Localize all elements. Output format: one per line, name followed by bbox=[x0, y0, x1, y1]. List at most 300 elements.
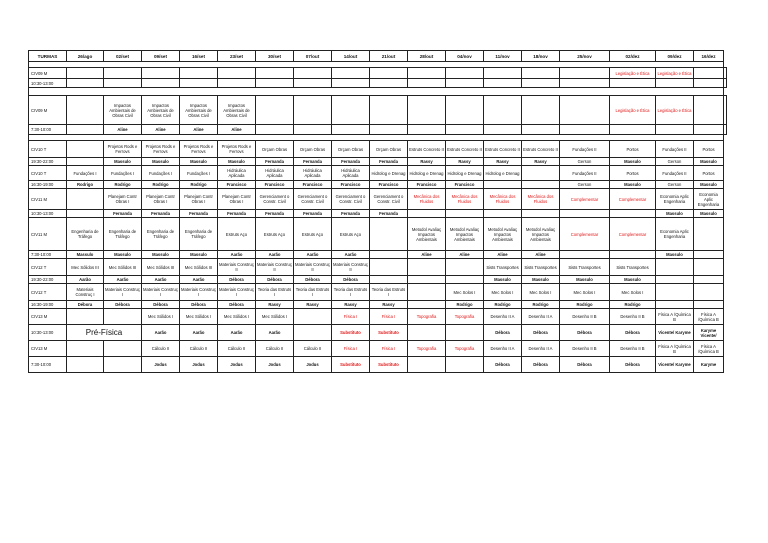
schedule-cell: Estruts Concreto II bbox=[522, 141, 560, 158]
schedule-cell bbox=[408, 357, 446, 373]
schedule-cell: Materiais Construç I bbox=[67, 284, 104, 301]
schedule-cell: Complementar bbox=[610, 189, 656, 210]
schedule-cell: Planejam Contr Obras I bbox=[142, 189, 180, 210]
table-row bbox=[29, 276, 727, 284]
schedule-cell: Mec Sólidos I bbox=[142, 309, 180, 325]
table-row bbox=[29, 309, 727, 325]
schedule-cell bbox=[180, 68, 218, 79]
schedule-cell bbox=[694, 284, 724, 301]
schedule-cell bbox=[294, 309, 332, 325]
schedule-cell bbox=[694, 96, 724, 125]
schedule-cell bbox=[67, 68, 104, 79]
schedule-cell: Planejam Contr Obras I bbox=[104, 189, 142, 210]
schedule-cell: Hidráulica Aplicada bbox=[256, 166, 294, 181]
schedule-cell: Rodrigo bbox=[522, 301, 560, 309]
schedule-cell bbox=[522, 125, 560, 135]
schedule-cell: Gerson bbox=[656, 181, 694, 189]
schedule-cell bbox=[218, 79, 256, 88]
schedule-cell: Estruts Concreto II bbox=[484, 141, 522, 158]
schedule-cell: Débora bbox=[560, 357, 610, 373]
date-header: 21/out bbox=[370, 51, 408, 62]
schedule-cell: Aarão bbox=[180, 276, 218, 284]
schedule-cell bbox=[484, 96, 522, 125]
table-row bbox=[29, 301, 727, 309]
schedule-cell bbox=[370, 218, 408, 251]
schedule-cell bbox=[104, 79, 142, 88]
schedule-cell: Impactos Ambientais de Obras Civil bbox=[142, 96, 180, 125]
schedule-cell: Impactos Ambientais de Obras Civil bbox=[180, 96, 218, 125]
schedule-cell: Cálculo II bbox=[218, 341, 256, 357]
schedule-cell bbox=[724, 68, 727, 79]
schedule-cell bbox=[256, 125, 294, 135]
schedule-cell: Gerenciament o Constr. Civil bbox=[256, 189, 294, 210]
turmas-header: TURMAS bbox=[29, 51, 67, 62]
schedule-cell: Física I bbox=[332, 309, 370, 325]
schedule-cell bbox=[67, 309, 104, 325]
schedule-cell: Estruts Concreto II bbox=[446, 141, 484, 158]
class-label-cell bbox=[29, 88, 724, 96]
schedule-cell bbox=[67, 125, 104, 135]
schedule-cell: Complementar bbox=[560, 189, 610, 210]
schedule-cell: Débora bbox=[218, 301, 256, 309]
schedule-cell: Rodrigo bbox=[180, 181, 218, 189]
schedule-cell: Débora bbox=[256, 276, 294, 284]
schedule-cell bbox=[218, 68, 256, 79]
schedule-cell: Rodrigo bbox=[104, 181, 142, 189]
schedule-cell: Rodrigo bbox=[67, 181, 104, 189]
schedule-cell bbox=[560, 96, 610, 125]
schedule-cell: Topografia bbox=[408, 341, 446, 357]
schedule-cell bbox=[180, 79, 218, 88]
schedule-cell: Rassy bbox=[446, 158, 484, 166]
schedule-cell: Materiais Construç I bbox=[104, 284, 142, 301]
schedule-cell: Aarão bbox=[332, 251, 370, 259]
schedule-cell: Estruts Aço bbox=[332, 218, 370, 251]
schedule-cell bbox=[256, 68, 294, 79]
schedule-cell: Rodrigo bbox=[484, 301, 522, 309]
schedule-cell: Hidráulica Aplicada bbox=[294, 166, 332, 181]
schedule-cell: Economia Aplic Engenharia bbox=[656, 189, 694, 210]
schedule-cell bbox=[104, 309, 142, 325]
schedule-cell: Rassy bbox=[370, 301, 408, 309]
schedule-cell: Economia Aplic Engenharia bbox=[694, 189, 724, 210]
schedule-cell bbox=[522, 210, 560, 218]
schedule-cell bbox=[67, 357, 104, 373]
date-header: 26/ago bbox=[67, 51, 104, 62]
schedule-cell: Débora bbox=[522, 325, 560, 341]
schedule-cell: Gerenciament o Constr. Civil bbox=[294, 189, 332, 210]
schedule-cell: Física A /Química B bbox=[694, 341, 724, 357]
schedule-cell: Francisco bbox=[256, 181, 294, 189]
schedule-cell: Aarão bbox=[142, 276, 180, 284]
schedule-cell: Sists Transportes bbox=[560, 259, 610, 276]
schedule-cell: Portos bbox=[610, 166, 656, 181]
table-row bbox=[29, 68, 727, 79]
schedule-cell: Débora bbox=[218, 276, 256, 284]
schedule-cell bbox=[256, 96, 294, 125]
schedule-cell bbox=[332, 96, 370, 125]
schedule-cell bbox=[370, 68, 408, 79]
schedule-cell: Cálculo II bbox=[256, 341, 294, 357]
class-label-cell: CIV11 M bbox=[29, 189, 67, 210]
schedule-cell: Fernanda bbox=[332, 210, 370, 218]
schedule-cell bbox=[294, 96, 332, 125]
schedule-cell: Massulo bbox=[218, 158, 256, 166]
schedule-cell: Rassy bbox=[332, 301, 370, 309]
schedule-cell bbox=[694, 259, 724, 276]
schedule-cell: Complementar bbox=[610, 218, 656, 251]
schedule-cell: Impactos Ambientais de Obras Civil bbox=[218, 96, 256, 125]
schedule-cell bbox=[408, 68, 446, 79]
schedule-cell: Teoria das Estruts I bbox=[294, 284, 332, 301]
schedule-cell: Projetos Rods e Ferrovs bbox=[218, 141, 256, 158]
schedule-cell bbox=[484, 68, 522, 79]
schedule-cell bbox=[610, 210, 656, 218]
schedule-cell: Física I bbox=[370, 309, 408, 325]
schedule-cell: Hidrolog e Drenag bbox=[446, 166, 484, 181]
schedule-cell: Física I bbox=[370, 341, 408, 357]
schedule-cell bbox=[522, 79, 560, 88]
schedule-cell: Cálculo II bbox=[294, 341, 332, 357]
schedule-cell: Francisco bbox=[218, 181, 256, 189]
schedule-cell: Legislação e Ética bbox=[656, 96, 694, 125]
schedule-cell: Aarão bbox=[67, 276, 104, 284]
schedule-cell bbox=[446, 96, 484, 125]
schedule-cell: Vicente/ Karyme bbox=[656, 325, 694, 341]
schedule-cell: Metodol Avaliaç Impactos Ambientais bbox=[408, 218, 446, 251]
schedule-cell: Portos bbox=[610, 141, 656, 158]
date-header: 18/nov bbox=[522, 51, 560, 62]
schedule-cell: Fernanda bbox=[332, 158, 370, 166]
schedule-cell: Massulo bbox=[694, 158, 724, 166]
schedule-cell bbox=[67, 79, 104, 88]
class-label-cell: 10:30-13:00 bbox=[29, 79, 67, 88]
schedule-cell: Aarão bbox=[180, 325, 218, 341]
class-label-cell: 7:30-10:00 bbox=[29, 357, 67, 373]
schedule-cell bbox=[446, 68, 484, 79]
schedule-cell: Planejam Contr Obras I bbox=[218, 189, 256, 210]
schedule-cell: Aline bbox=[484, 251, 522, 259]
schedule-cell bbox=[408, 276, 446, 284]
schedule-cell: Massulo bbox=[67, 251, 104, 259]
schedule-cell: Metodol Avaliaç Impactos Ambientais bbox=[446, 218, 484, 251]
schedule-cell bbox=[332, 79, 370, 88]
schedule-cell bbox=[484, 181, 522, 189]
schedule-cell: Topografia bbox=[446, 341, 484, 357]
schedule-cell: Mec Solos I bbox=[484, 284, 522, 301]
schedule-cell: Engenharia de Tráfego bbox=[142, 218, 180, 251]
schedule-cell: Aline bbox=[408, 251, 446, 259]
date-header: 16/set bbox=[180, 51, 218, 62]
class-label-cell: 19:30-22:00 bbox=[29, 276, 67, 284]
date-header: 25/nov bbox=[560, 51, 610, 62]
schedule-cell: Projetos Rods e Ferrovs bbox=[104, 141, 142, 158]
schedule-cell bbox=[446, 276, 484, 284]
schedule-cell bbox=[370, 96, 408, 125]
schedule-cell: Débora bbox=[67, 301, 104, 309]
schedule-cell bbox=[408, 284, 446, 301]
schedule-cell: Estruts Concreto II bbox=[408, 141, 446, 158]
schedule-cell: Sists Transportes bbox=[522, 259, 560, 276]
schedule-cell: Mec Solos I bbox=[446, 284, 484, 301]
schedule-cell: Metodol Avaliaç Impactos Ambientais bbox=[522, 218, 560, 251]
schedule-cell bbox=[560, 210, 610, 218]
table-row bbox=[29, 341, 727, 357]
schedule-cell bbox=[294, 125, 332, 135]
schedule-cell: Aarão bbox=[294, 251, 332, 259]
schedule-cell: Mec Sólidos III bbox=[67, 259, 104, 276]
schedule-cell: Sists Transportes bbox=[610, 259, 656, 276]
date-header: 23/set bbox=[218, 51, 256, 62]
schedule-cell: Hidrolog e Drenag bbox=[370, 166, 408, 181]
table-row bbox=[29, 259, 727, 276]
date-header: 04/nov bbox=[446, 51, 484, 62]
schedule-cell: Rassy bbox=[294, 301, 332, 309]
schedule-cell: Fernanda bbox=[370, 210, 408, 218]
schedule-cell: Materiais Construç II bbox=[218, 259, 256, 276]
schedule-cell: Vicente/ Karyme bbox=[656, 357, 694, 373]
date-header: 09/set bbox=[142, 51, 180, 62]
schedule-cell: Rassy bbox=[522, 158, 560, 166]
schedule-cell: Rodrigo bbox=[446, 301, 484, 309]
table-row bbox=[29, 88, 727, 96]
schedule-cell: Massulo bbox=[104, 251, 142, 259]
schedule-cell: Teoria das Estruts I bbox=[370, 284, 408, 301]
schedule-cell bbox=[694, 79, 724, 88]
schedule-cell: Estruts Aço bbox=[294, 218, 332, 251]
schedule-cell bbox=[256, 79, 294, 88]
schedule-cell: Aline bbox=[180, 125, 218, 135]
schedule-cell: Massulo bbox=[142, 251, 180, 259]
date-header: 02/set bbox=[104, 51, 142, 62]
schedule-cell: Legislação e Ética bbox=[610, 68, 656, 79]
date-header: 30/set bbox=[256, 51, 294, 62]
schedule-cell bbox=[610, 125, 656, 135]
schedule-cell: Fundações I bbox=[104, 166, 142, 181]
schedule-cell: Desenho II B bbox=[610, 309, 656, 325]
schedule-cell: Gerenciament o Constr. Civil bbox=[370, 189, 408, 210]
schedule-cell bbox=[142, 79, 180, 88]
table-row bbox=[29, 210, 727, 218]
schedule-cell: Mecânica dos Fluidos bbox=[484, 189, 522, 210]
date-header: 09/dez bbox=[656, 51, 694, 62]
schedule-cell: Fundações II bbox=[656, 166, 694, 181]
schedule-cell: Karyme Vicente/ bbox=[694, 325, 724, 341]
schedule-cell: Massulo bbox=[560, 276, 610, 284]
schedule-cell: Fernanda bbox=[370, 158, 408, 166]
schedule-cell: Massulo bbox=[656, 210, 694, 218]
schedule-cell bbox=[294, 79, 332, 88]
table-row bbox=[29, 284, 727, 301]
table-row bbox=[29, 189, 727, 210]
schedule-cell: Topografia bbox=[408, 309, 446, 325]
schedule-cell bbox=[408, 125, 446, 135]
schedule-cell: Mec Sólidos I bbox=[218, 309, 256, 325]
table-row bbox=[29, 79, 727, 88]
schedule-cell: Francisco bbox=[408, 181, 446, 189]
table-row bbox=[29, 96, 727, 125]
schedule-cell bbox=[656, 301, 694, 309]
schedule-cell: Fundações I bbox=[180, 166, 218, 181]
schedule-cell bbox=[560, 251, 610, 259]
schedule-cell: Massulo bbox=[484, 276, 522, 284]
schedule-cell: Mec Sólidos I bbox=[256, 309, 294, 325]
class-label-cell: CIV09 M bbox=[29, 68, 67, 79]
schedule-cell: Desenho II B bbox=[560, 341, 610, 357]
schedule-cell: Materiais Construç II bbox=[332, 259, 370, 276]
schedule-cell bbox=[446, 125, 484, 135]
schedule-cell: Francisco bbox=[370, 181, 408, 189]
schedule-cell: Gerenciament o Constr. Civil bbox=[332, 189, 370, 210]
schedule-cell: Rassy bbox=[484, 158, 522, 166]
schedule-cell: Orçam Obras bbox=[256, 141, 294, 158]
schedule-cell: Fundações II bbox=[656, 141, 694, 158]
schedule-cell: Débora bbox=[484, 357, 522, 373]
schedule-cell: Karyme bbox=[694, 357, 724, 373]
schedule-cell: Gerson bbox=[560, 158, 610, 166]
schedule-cell: Sists Transportes bbox=[484, 259, 522, 276]
schedule-cell: Mec Solos I bbox=[522, 284, 560, 301]
schedule-cell: Massulo bbox=[610, 276, 656, 284]
schedule-cell: Orçam Obras bbox=[370, 141, 408, 158]
schedule-cell: Física I bbox=[332, 341, 370, 357]
class-label-cell: 7:30-10:00 bbox=[29, 125, 67, 135]
schedule-cell: Fundações I bbox=[142, 166, 180, 181]
schedule-cell: Francisco bbox=[446, 181, 484, 189]
table-row bbox=[29, 251, 727, 259]
schedule-cell: Débora bbox=[560, 325, 610, 341]
schedule-cell: Gerson bbox=[656, 158, 694, 166]
schedule-cell: Materiais Construç II bbox=[294, 259, 332, 276]
schedule-cell: Substituto bbox=[370, 325, 408, 341]
schedule-cell: Massulo bbox=[610, 181, 656, 189]
schedule-cell bbox=[522, 166, 560, 181]
schedule-cell: Jodus bbox=[142, 357, 180, 373]
schedule-cell: Física A /Química B bbox=[656, 341, 694, 357]
schedule-cell bbox=[522, 181, 560, 189]
schedule-cell bbox=[724, 96, 727, 125]
schedule-cell: Aline bbox=[218, 125, 256, 135]
class-label-cell: 19:30-22:00 bbox=[29, 158, 67, 166]
schedule-cell: Débora bbox=[104, 301, 142, 309]
schedule-cell: Aline bbox=[142, 125, 180, 135]
schedule-cell bbox=[560, 125, 610, 135]
schedule-cell bbox=[694, 276, 724, 284]
schedule-cell: Engenharia de Tráfego bbox=[180, 218, 218, 251]
schedule-cell bbox=[610, 79, 656, 88]
table-row bbox=[29, 218, 727, 251]
schedule-cell: Rodrigo bbox=[610, 301, 656, 309]
schedule-cell bbox=[332, 68, 370, 79]
schedule-cell: Legislação e Ética bbox=[656, 68, 694, 79]
schedule-cell: Teoria das Estruts I bbox=[256, 284, 294, 301]
schedule-cell: Massulo bbox=[180, 158, 218, 166]
schedule-cell bbox=[67, 141, 104, 158]
schedule-cell bbox=[294, 68, 332, 79]
schedule-cell bbox=[408, 96, 446, 125]
schedule-cell: Estruts Aço bbox=[218, 218, 256, 251]
schedule-cell bbox=[560, 68, 610, 79]
table-row bbox=[29, 141, 727, 158]
schedule-cell: Débora bbox=[142, 301, 180, 309]
schedule-cell: Fernanda bbox=[256, 210, 294, 218]
schedule-cell bbox=[694, 251, 724, 259]
schedule-cell bbox=[610, 251, 656, 259]
class-label-cell: CIV12 T bbox=[29, 259, 67, 276]
schedule-cell: Projetos Rods e Ferrovs bbox=[180, 141, 218, 158]
schedule-cell bbox=[67, 341, 104, 357]
schedule-cell: Materiais Construç I bbox=[180, 284, 218, 301]
schedule-cell: Débora bbox=[294, 276, 332, 284]
schedule-cell: Física A /Química B bbox=[656, 309, 694, 325]
schedule-cell: Aline bbox=[104, 125, 142, 135]
schedule-cell: Desenho II A bbox=[522, 341, 560, 357]
schedule-cell bbox=[332, 125, 370, 135]
schedule-cell bbox=[104, 68, 142, 79]
schedule-cell: Mecânica dos Fluidos bbox=[446, 189, 484, 210]
class-label-cell: CIV10 T bbox=[29, 141, 67, 158]
class-label-cell: CIV12 T bbox=[29, 284, 67, 301]
table-row bbox=[29, 158, 727, 166]
schedule-cell: Fernanda bbox=[294, 210, 332, 218]
schedule-cell: Legislação e Ética bbox=[610, 96, 656, 125]
schedule-cell: Materiais Construç I bbox=[218, 284, 256, 301]
schedule-cell: Desenho II B bbox=[610, 341, 656, 357]
schedule-cell: Débora bbox=[610, 357, 656, 373]
schedule-cell bbox=[656, 284, 694, 301]
schedule-cell: Massulo bbox=[522, 276, 560, 284]
schedule-cell: Materiais Construç II bbox=[256, 259, 294, 276]
table-row bbox=[29, 125, 727, 135]
schedule-cell: Mec Solos I bbox=[610, 284, 656, 301]
schedule-cell: Desenho II A bbox=[484, 309, 522, 325]
schedule-cell: Jodus bbox=[218, 357, 256, 373]
schedule-cell: Pré-Física bbox=[67, 325, 142, 341]
schedule-cell: Gerson bbox=[560, 181, 610, 189]
schedule-cell: Mec Sólidos III bbox=[142, 259, 180, 276]
schedule-cell: Estruts Aço bbox=[256, 218, 294, 251]
schedule-cell bbox=[294, 325, 332, 341]
schedule-cell bbox=[694, 218, 724, 251]
schedule-cell: Fundações II bbox=[560, 141, 610, 158]
date-header: 28/out bbox=[408, 51, 446, 62]
schedule-cell: Massulo bbox=[656, 251, 694, 259]
schedule-cell bbox=[408, 79, 446, 88]
schedule-cell: Rassy bbox=[408, 158, 446, 166]
class-label-cell: 16:30-19:00 bbox=[29, 301, 67, 309]
schedule-cell bbox=[522, 96, 560, 125]
schedule-cell: Substituto bbox=[370, 357, 408, 373]
schedule-cell: Massulo bbox=[142, 158, 180, 166]
schedule-cell: Débora bbox=[180, 301, 218, 309]
schedule-cell: Massulo bbox=[180, 251, 218, 259]
schedule-cell bbox=[67, 210, 104, 218]
schedule-cell: Orçam Obras bbox=[294, 141, 332, 158]
schedule-cell bbox=[560, 79, 610, 88]
schedule-cell: Fernanda bbox=[218, 210, 256, 218]
schedule-cell: Desenho II A bbox=[484, 341, 522, 357]
schedule-cell: Débora bbox=[484, 325, 522, 341]
schedule-cell bbox=[484, 79, 522, 88]
class-label-cell: 16:30-19:00 bbox=[29, 181, 67, 189]
schedule-cell: Fernanda bbox=[142, 210, 180, 218]
schedule-cell: Fundações I bbox=[67, 166, 104, 181]
schedule-cell: Planejam Contr Obras I bbox=[180, 189, 218, 210]
schedule-cell: Mec Sólidos III bbox=[180, 259, 218, 276]
schedule-cell bbox=[67, 96, 104, 125]
schedule-cell: Mecânica dos Fluidos bbox=[408, 189, 446, 210]
schedule-cell: Rodrigo bbox=[142, 181, 180, 189]
